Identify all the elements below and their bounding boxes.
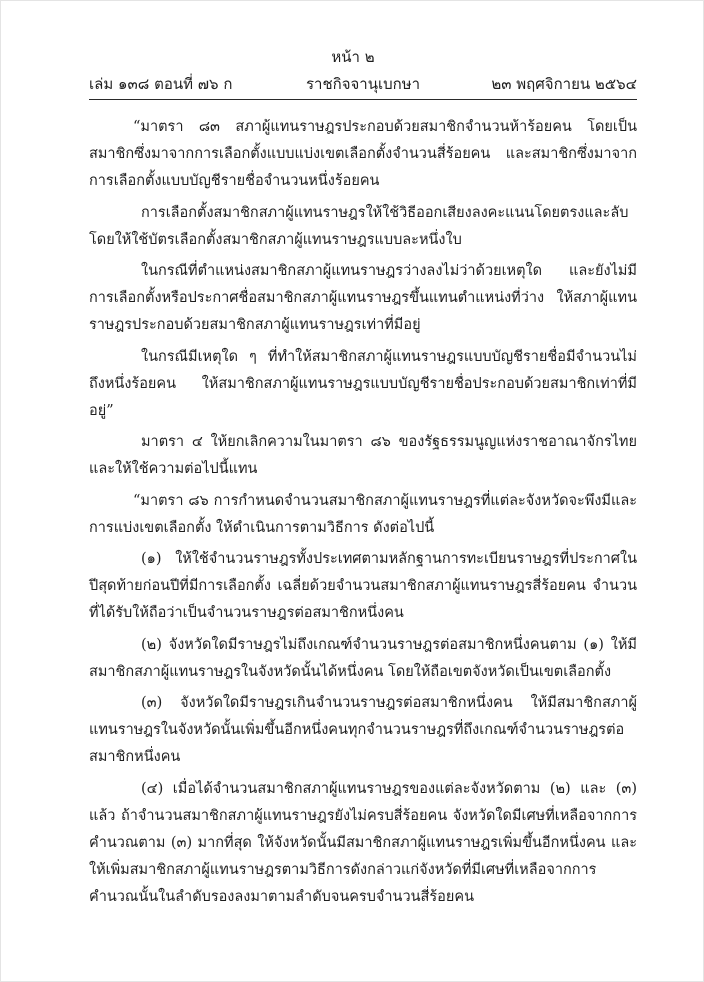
page-number: หน้า ๒ xyxy=(331,48,375,66)
paragraph-clause-1: (๑) ให้ใช้จำนวนราษฎรทั้งประเทศตามหลักฐานการทะเบียนราษฎรที่ประกาศในปีสุดท้ายก่อนปีที่มีการเลือกตั้ง เฉลี่ยด้วยจำนวนสมาชิกสภาผู้แทนราษฎรสี่ร้อยคน จำนวนที่ได้รับให้ถือว่าเป็นจำนวนราษฎรต่อสมาชิกหนึ่งคน xyxy=(89,551,637,622)
paragraph-clause-3: (๓) จังหวัดใดมีราษฎรเกินจำนวนราษฎรต่อสมาชิกหนึ่งคน ให้มีสมาชิกสภาผู้แทนราษฎรในจังหวัดนั้นเพิ่มขึ้นอีกหนึ่งคนทุกจำนวนราษฎรที่ถึงเกณฑ์จำนวนราษฎรต่อสมาชิกหนึ่งคน xyxy=(89,695,637,766)
paragraph-clause-2: (๒) จังหวัดใดมีราษฎรไม่ถึงเกณฑ์จำนวนราษฎรต่อสมาชิกหนึ่งคนตาม (๑) ให้มีสมาชิกสภาผู้แทนราษฎรในจังหวัดนั้นได้หนึ่งคน โดยให้ถือเขตจังหวัดเป็นเขตเลือกตั้ง xyxy=(89,636,637,680)
gazette-header xyxy=(89,73,637,95)
paragraph-voting-method: การเลือกตั้งสมาชิกสภาผู้แทนราษฎรให้ใช้วิธีออกเสียงลงคะแนนโดยตรงและลับ โดยให้ใช้บัตรเลือกตั้งสมาชิกสภาผู้แทนราษฎรแบบละหนึ่งใบ xyxy=(89,204,629,248)
paragraph-section-83: “มาตรา ๘๓ สภาผู้แทนราษฎรประกอบด้วยสมาชิกจำนวนห้าร้อยคน โดยเป็นสมาชิกซึ่งมาจากการเลือกตั้งแบบแบ่งเขตเลือกตั้งจำนวนสี่ร้อยคน และสมาชิกซึ่งมาจากการเลือกตั้งแบบบัญชีรายชื่อจำนวนหนึ่งร้อยคน xyxy=(89,119,637,190)
document-body xyxy=(89,114,637,916)
paragraph-party-list-shortfall: ในกรณีมีเหตุใด ๆ ที่ทำให้สมาชิกสภาผู้แทนราษฎรแบบบัญชีรายชื่อมีจำนวนไม่ถึงหนึ่งร้อยคน ให้สมาชิกสภาผู้แทนราษฎรแบบบัญชีรายชื่อประกอบด้วยสมาชิกเท่าที่มีอยู่” xyxy=(89,348,637,420)
paragraph-vacancy: ในกรณีที่ตำแหน่งสมาชิกสภาผู้แทนราษฎรว่างลงไม่ว่าด้วยเหตุใด และยังไม่มีการเลือกตั้งหรือประกาศชื่อสมาชิกสภาผู้แทนราษฎรขึ้นแทนตำแหน่งที่ว่าง ให้สภาผู้แทนราษฎรประกอบด้วยสมาชิกสภาผู้แทนราษฎรเท่าที่มีอยู่ xyxy=(89,263,637,334)
paragraph-section-86: “มาตรา ๘๖ การกำหนดจำนวนสมาชิกสภาผู้แทนราษฎรที่แต่ละจังหวัดจะพึงมีและการแบ่งเขตเลือกตั้ง ให้ดำเนินการตามวิธีการ ดังต่อไปนี้ xyxy=(89,492,637,536)
publication-title: ราชกิจจานุเบกษา xyxy=(305,75,421,93)
paragraph-section-4: มาตรา ๔ ให้ยกเลิกความในมาตรา ๘๖ ของรัฐธรรมนูญแห่งราชอาณาจักรไทย และให้ใช้ความต่อไปนี้แทน xyxy=(89,434,637,478)
paragraph-clause-4: (๔) เมื่อได้จำนวนสมาชิกสภาผู้แทนราษฎรของแต่ละจังหวัดตาม (๒) และ (๓) แล้ว ถ้าจำนวนสมาชิกสภาผู้แทนราษฎรยังไม่ครบสี่ร้อยคน จังหวัดใดมีเศษที่เหลือจากการคำนวณตาม (๓) มากที่สุด ให้จังหวัดนั้นมีสมาชิกสภาผู้แทนราษฎรเพิ่มขึ้นอีกหนึ่งคน และให้เพิ่มสมาชิกสภาผู้แทนราษฎรตามวิธีการดังกล่าวแก่จังหวัดที่มีเศษที่เหลือจากการคำนวณนั้นในลำดับรองลงมาตามลำดับจนครบจำนวนสี่ร้อยคน xyxy=(89,780,637,906)
volume-issue: เล่ม ๑๓๘ ตอนที่ ๗๖ ก xyxy=(89,75,233,93)
publication-date: ๒๓ พฤศจิกายน ๒๕๖๔ xyxy=(491,75,637,93)
header-divider xyxy=(89,99,637,100)
